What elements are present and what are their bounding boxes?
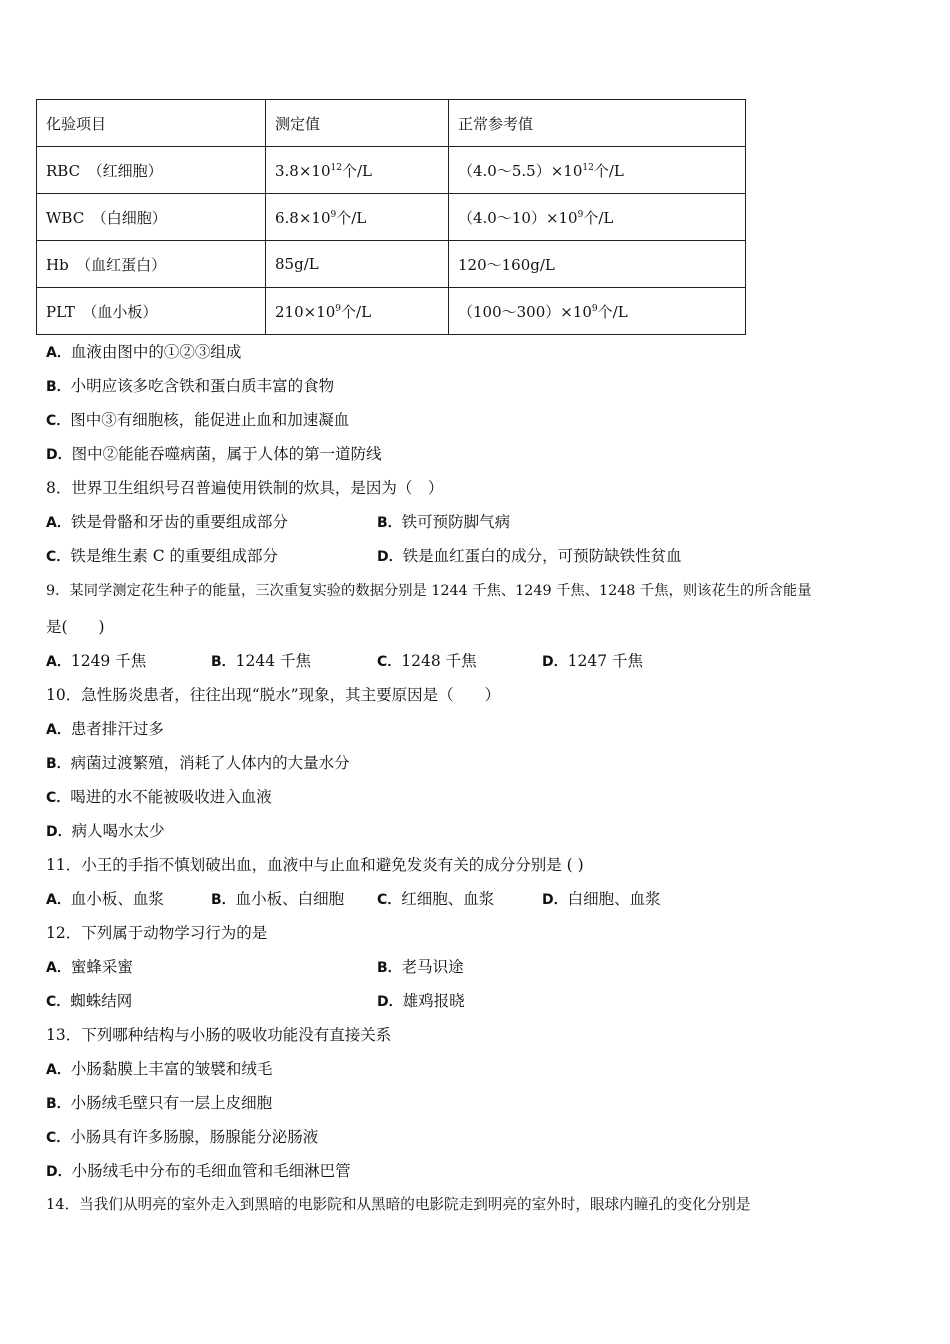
table-row [37, 147, 746, 194]
row-item: WBC （白细胞） [37, 194, 266, 241]
q10-option-d: D．病人喝水太少 [46, 822, 165, 840]
q13-option-b: B．小肠绒毛壁只有一层上皮细胞 [46, 1094, 273, 1112]
q11-option-a: A．血小板、血浆 [46, 890, 164, 908]
q10-option-b: B．病菌过渡繁殖，消耗了人体内的大量水分 [46, 754, 350, 772]
q10-option-a: A．患者排汗过多 [46, 720, 164, 738]
row-item: RBC （红细胞） [37, 147, 266, 194]
row-measured: $210\times 10^9$个/L [266, 288, 449, 335]
q8-option-a: A．铁是骨骼和牙齿的重要组成部分 [46, 513, 288, 531]
q9-option-d: D．1247 千焦 [542, 652, 643, 670]
q11-option-c: C．红细胞、血浆 [377, 890, 495, 908]
q9-stem-line2: 是( ) [46, 618, 105, 636]
q9-option-c: C．1248 千焦 [377, 652, 477, 670]
row-item: Hb （血红蛋白） [37, 241, 266, 288]
table-row [37, 194, 746, 241]
q7-option-a: A．血液由图中的①②③组成 [46, 343, 242, 361]
q13-stem: 13．下列哪种结构与小肠的吸收功能没有直接关系 [46, 1026, 392, 1044]
row-reference: $(100\sim 300)\times 10^9$个/L [449, 288, 746, 335]
table-row [37, 241, 746, 288]
q9-option-b: B．1244 千焦 [211, 652, 312, 670]
q11-option-d: D．白细胞、血浆 [542, 890, 661, 908]
q7-option-b: B．小明应该多吃含铁和蛋白质丰富的食物 [46, 377, 335, 395]
row-reference: $(4.0\sim 5.5)\times 10^{12}$个/L [449, 147, 746, 194]
row-item: PLT （血小板） [37, 288, 266, 335]
row-measured: $6.8\times 10^9$个/L [266, 194, 449, 241]
q14-stem: 14．当我们从明亮的室外走入到黑暗的电影院和从黑暗的电影院走到明亮的室外时，眼球内瞳孔的变化分别是 [46, 1196, 751, 1213]
q7-option-d: D．图中②能能吞噬病菌，属于人体的第一道防线 [46, 445, 382, 463]
q11-option-b: B．血小板、白细胞 [211, 890, 345, 908]
row-reference: $(4.0\sim 10)\times 10^9$个/L [449, 194, 746, 241]
q12-option-a: A．蜜蜂采蜜 [46, 958, 133, 976]
header-reference: 正常参考值 [449, 100, 746, 147]
q10-option-c: C．喝进的水不能被吸收进入血液 [46, 788, 272, 806]
q9-option-a: A．1249 千焦 [46, 652, 147, 670]
q8-option-c: C．铁是维生素 C 的重要组成部分 [46, 547, 278, 565]
q11-stem: 11．小王的手指不慎划破出血，血液中与止血和避免发炎有关的成分分别是 ( ) [46, 856, 584, 874]
q12-option-b: B．老马识途 [377, 958, 464, 976]
q12-option-d: D．雄鸡报晓 [377, 992, 465, 1010]
q8-stem: 8．世界卫生组织号召普遍使用铁制的炊具，是因为（ ） [46, 479, 444, 497]
q7-option-c: C．图中③有细胞核，能促进止血和加速凝血 [46, 411, 350, 429]
header-item: 化验项目 [37, 100, 266, 147]
row-measured: 85g/L [266, 241, 449, 288]
q13-option-d: D．小肠绒毛中分布的毛细血管和毛细淋巴管 [46, 1162, 351, 1180]
row-measured: $3.8\times 10^{12}$个/L [266, 147, 449, 194]
q12-option-c: C．蜘蛛结网 [46, 992, 133, 1010]
table-row [37, 288, 746, 335]
lab-results-table [36, 99, 746, 335]
header-measured: 测定值 [266, 100, 449, 147]
q10-stem: 10．急性肠炎患者，往往出现“脱水”现象，其主要原因是（ ） [46, 686, 501, 704]
q8-option-b: B．铁可预防脚气病 [377, 513, 511, 531]
q12-stem: 12．下列属于动物学习行为的是 [46, 924, 268, 942]
q13-option-c: C．小肠具有许多肠腺，肠腺能分泌肠液 [46, 1128, 319, 1146]
q8-option-d: D．铁是血红蛋白的成分，可预防缺铁性贫血 [377, 547, 682, 565]
table-header-row [37, 100, 746, 147]
q13-option-a: A．小肠黏膜上丰富的皱襞和绒毛 [46, 1060, 273, 1078]
row-reference: 120～160g/L [449, 241, 746, 288]
q9-stem-line1: 9．某同学测定花生种子的能量，三次重复实验的数据分别是 1244 千焦、1249 千焦、1248 千焦，则该花生的所含能量 [46, 583, 812, 599]
